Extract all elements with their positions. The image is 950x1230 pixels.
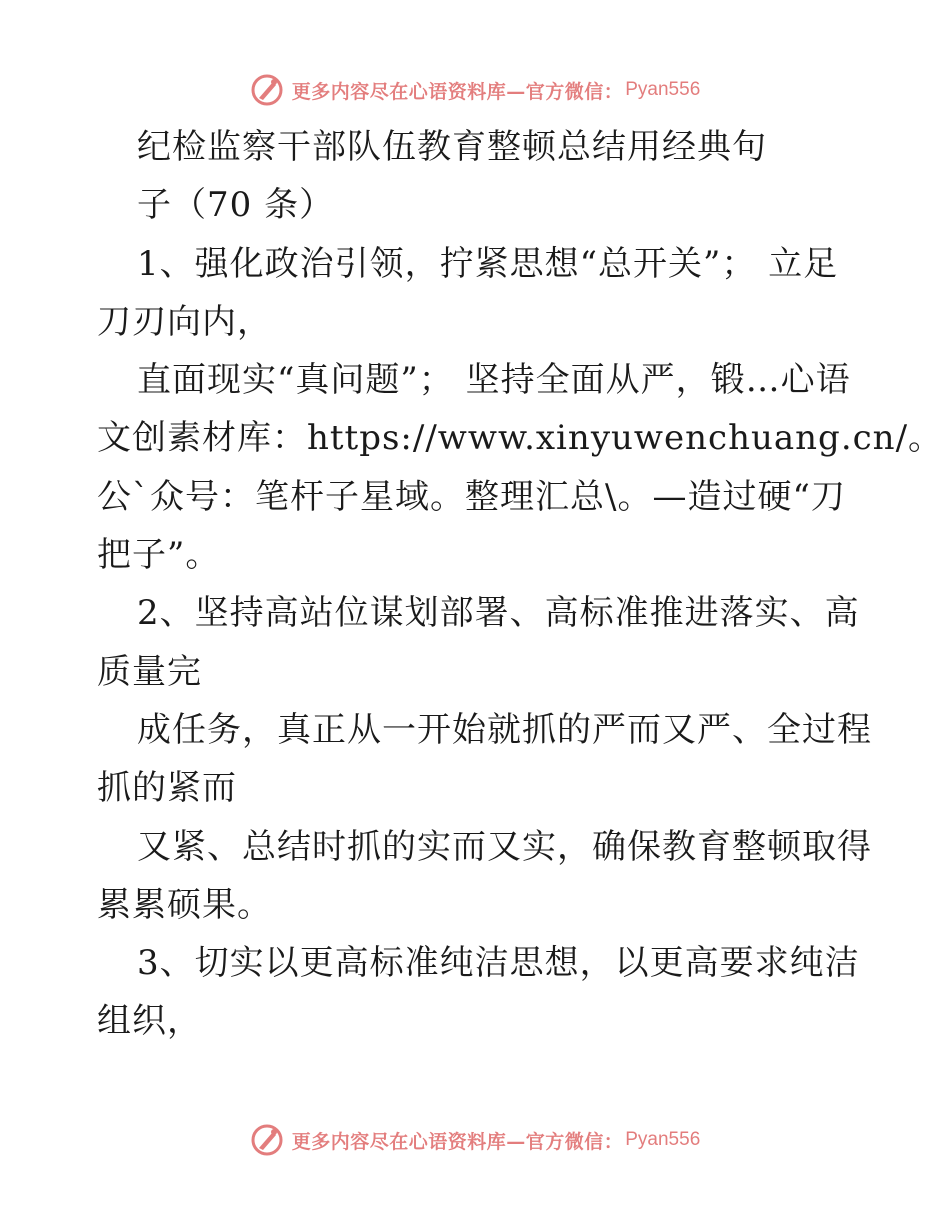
text-line: 把子”。 bbox=[97, 535, 221, 576]
text-line: 抓的紧而 bbox=[97, 768, 237, 809]
text-line: 质量完 bbox=[97, 651, 202, 692]
text-line: 又紧、总结时抓的实而又实，确保教育整顿取得 bbox=[137, 826, 872, 867]
text-line: 1、强化政治引领，拧紧思想“总开关”； 立足 bbox=[137, 243, 839, 284]
banner-wechat-id: Pyan556 bbox=[625, 79, 701, 100]
text-line: 直面现实“真问题”； 坚持全面从严，锻…心语 bbox=[137, 360, 851, 401]
text-line: 纪检监察干部队伍教育整顿总结用经典句 bbox=[137, 127, 767, 167]
text-line: 组织， bbox=[97, 1001, 202, 1042]
text-line: 累累硕果。 bbox=[97, 884, 272, 925]
footer-banner bbox=[0, 1118, 950, 1162]
text-line: 3、切实以更高标准纯洁思想，以更高要求纯洁 bbox=[137, 943, 860, 984]
text-line: 子（70 条） bbox=[137, 185, 335, 226]
text-line: 刀刃向内， bbox=[97, 301, 272, 342]
quill-pen-logo-icon bbox=[250, 1123, 284, 1157]
text-line: 2、坚持高站位谋划部署、高标准推进落实、高 bbox=[137, 593, 860, 634]
text-line: 公`众号：笔杆子星域。整理汇总\。—造过硬“刀 bbox=[97, 476, 846, 517]
document-body bbox=[97, 118, 944, 1051]
banner-text: 更多内容尽在心语资料库—官方微信： bbox=[291, 1130, 624, 1153]
quill-pen-logo-icon bbox=[250, 73, 284, 107]
banner-wechat-id: Pyan556 bbox=[625, 1129, 701, 1150]
banner-text: 更多内容尽在心语资料库—官方微信： bbox=[291, 80, 624, 103]
text-line: 成任务，真正从一开始就抓的严而又严、全过程 bbox=[137, 709, 872, 750]
header-banner bbox=[0, 68, 950, 112]
text-line: 文创素材库：https://www.xinyuwenchuang.cn/。 bbox=[97, 418, 944, 459]
